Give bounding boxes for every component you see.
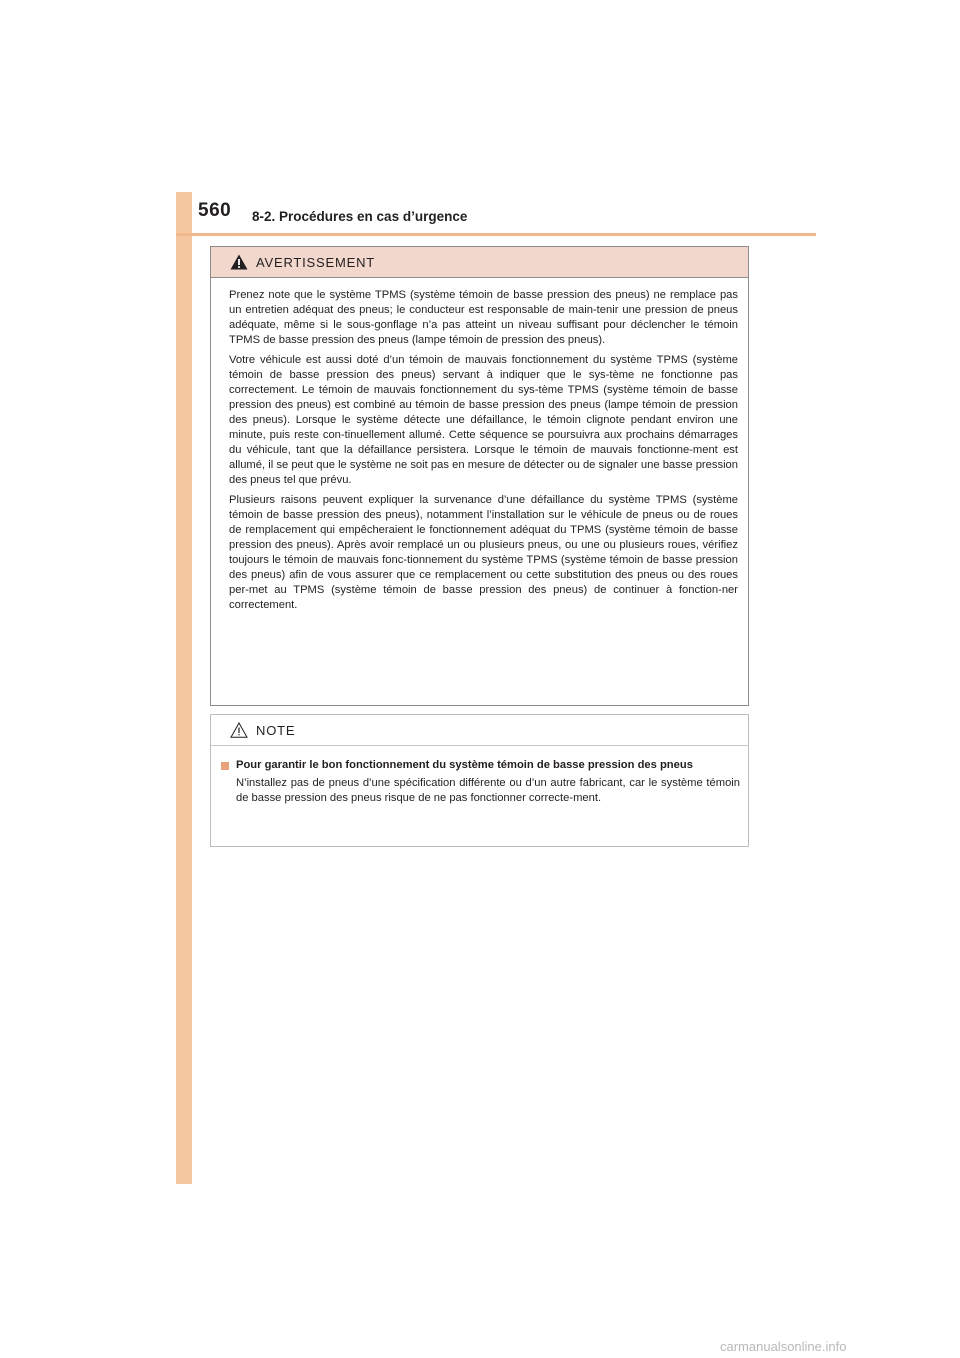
caution-triangle-icon [230,722,248,738]
warning-box [210,246,749,706]
note-box [210,714,749,847]
section-title: 8-2. Procédures en cas d’urgence [252,209,468,224]
warning-paragraph: Votre véhicule est aussi doté d’un témoin de mauvais fonctionnement du système TPMS (système témoin de basse pression des pneus) servant à indiquer que le sys-tème ne fonctionne pas correctement. Le témoin de mauvais fonctionnement du sys-tème TPMS (système témoin de basse pression des pneus) est combiné au témoin de basse pression des pneus (lampe témoin de pression des pneus). Lorsque le système détecte une défaillance, le témoin clignote pendant environ une minute, puis reste con-tinuellement allumé. Cette séquence se poursuivra aux prochains démarrages du véhicule, tant que la défaillance persistera. Lorsque le témoin de mauvais fonctionne-ment est allumé, il se peut que le système ne soit pas en mesure de détecter ou de signaler une basse pression des pneus tel que prévu. [229,354,738,486]
warning-triangle-icon [230,254,248,270]
note-title: NOTE [256,722,296,738]
square-bullet-icon [221,762,229,770]
warning-paragraph: Plusieurs raisons peuvent expliquer la survenance d’une défaillance du système TPMS (système témoin de basse pression des pneus), notamment l’installation sur le véhicule de pneus ou de roues de remplacement qui empêcheraient le fonctionnement adéquat du TPMS (système témoin de basse pression des pneus). Après avoir remplacé un ou plusieurs pneus, ou une ou plusieurs roues, vérifiez toujours le témoin de mauvais fonc-tionnement du système TPMS (système témoin de basse pression des pneus) afin de vous assurer que ce remplacement ou cette substitution des pneus ou des roues per-met au TPMS (système témoin de basse pression des pneus) de continuer à fonction-ner correctement. [229,494,738,611]
note-heading: Pour garantir le bon fonctionnement du système témoin de basse pression des pneus [236,759,693,771]
note-body [211,746,748,806]
warning-paragraph: Prenez note que le système TPMS (système témoin de basse pression des pneus) ne remplace pas un entretien adéquat des pneus; le conducteur est responsable de main-tenir une pression de pneus adéquate, même si le sous-gonflage n’a pas atteint un niveau suffisant pour déclencher le témoin TPMS de basse pression des pneus (lampe témoin de pression des pneus). [229,289,738,346]
note-text: N’installez pas de pneus d’une spécification différente ou d’un autre fabricant, car le système témoin de basse pression des pneus risque de ne pas fonctionner correcte-ment. [236,777,740,804]
page-number: 560 [198,200,232,221]
warning-title: AVERTISSEMENT [256,254,375,270]
header-rule [176,233,816,236]
warning-header [211,247,748,278]
side-tab-bar [176,192,192,1184]
watermark: carmanualsonline.info [720,1339,847,1354]
note-header [211,715,748,746]
warning-body [211,278,748,613]
